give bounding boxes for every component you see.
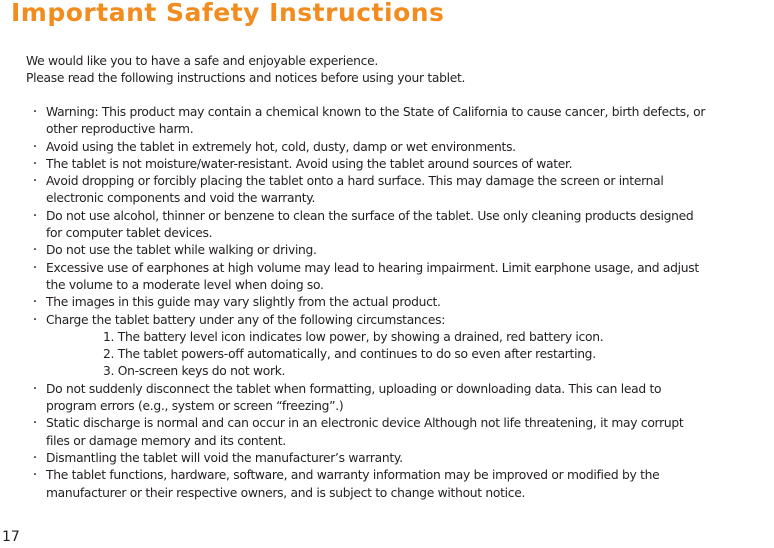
bullet-marker: ・ [30, 418, 40, 430]
instruction-item [26, 104, 774, 139]
instruction-item [26, 208, 774, 243]
instruction-text: The tablet is not moisture/water-resistant. Avoid using the tablet around sources of water. [46, 156, 573, 171]
instruction-text: Dismantling the tablet will void the manufacturer’s warranty. [46, 450, 403, 465]
bullet-marker: ・ [30, 470, 40, 482]
instruction-text: Do not use alcohol, thinner or benzene to clean the surface of the tablet. Use only cleaning products designed [46, 208, 694, 223]
instruction-text: electronic components and void the warranty. [46, 191, 316, 206]
bullet-marker: ・ [30, 210, 40, 222]
sub-instruction: 2. The tablet powers-off automatically, and continues to do so even after restarting. [103, 347, 596, 362]
sub-instruction: 1. The battery level icon indicates low power, by showing a drained, red battery icon. [103, 329, 604, 344]
instruction-text: files or damage memory and its content. [46, 433, 286, 448]
instruction-item [26, 312, 774, 381]
intro-line: Please read the following instructions and notices before using your tablet. [26, 71, 466, 86]
bullet-marker: ・ [30, 452, 40, 464]
instruction-text: program errors (e.g., system or screen “freezing”.) [46, 399, 344, 414]
instruction-item [26, 173, 774, 208]
intro-paragraph [26, 53, 766, 88]
instruction-item [26, 381, 774, 416]
instruction-text: for computer tablet devices. [46, 226, 213, 241]
bullet-marker: ・ [30, 245, 40, 257]
bullet-marker: ・ [30, 262, 40, 274]
bullet-marker: ・ [30, 107, 40, 118]
instruction-text: The images in this guide may vary slightly from the actual product. [46, 295, 441, 310]
instruction-text: Avoid using the tablet in extremely hot, cold, dusty, damp or wet environments. [46, 139, 516, 154]
bullet-marker: ・ [30, 297, 40, 309]
instruction-text: Do not use the tablet while walking or driving. [46, 243, 317, 258]
instruction-item [26, 294, 774, 311]
instruction-item [26, 450, 774, 467]
bullet-marker: ・ [30, 176, 40, 188]
instruction-text: manufacturer or their respective owners, and is subject to change without notice. [46, 485, 526, 500]
instruction-text: The tablet functions, hardware, software, and warranty information may be improved or modified by the [46, 468, 660, 483]
instruction-item [26, 260, 774, 295]
intro-line: We would like you to have a safe and enjoyable experience. [26, 54, 378, 68]
instruction-item [26, 156, 774, 173]
instruction-item [26, 139, 774, 156]
instruction-text: Charge the tablet battery under any of the following circumstances: [46, 312, 446, 327]
instruction-item [26, 415, 774, 450]
instruction-text: Warning: This product may contain a chemical known to the State of California to cause cancer, birth defects, or [46, 105, 706, 119]
page-title: Important Safety Instructions [11, 0, 445, 27]
instruction-text: the volume to a moderate level when doing so. [46, 277, 324, 292]
instruction-item [26, 467, 774, 502]
sub-instruction: 3. On-screen keys do not work. [103, 364, 286, 379]
instruction-text: Static discharge is normal and can occur in an electronic device Although not life threatening, it may corrupt [46, 416, 684, 431]
instruction-item [26, 242, 774, 259]
bullet-marker: ・ [30, 141, 40, 153]
instruction-text: Avoid dropping or forcibly placing the tablet onto a hard surface. This may damage the screen or internal [46, 174, 664, 189]
instruction-text: Excessive use of earphones at high volume may lead to hearing impairment. Limit earphone usage, and adjust [46, 260, 699, 275]
page-number: 17 [2, 529, 20, 545]
bullet-marker: ・ [30, 158, 40, 170]
bullet-marker: ・ [30, 383, 40, 395]
safety-instructions-list [26, 104, 774, 502]
instruction-text: other reproductive harm. [46, 122, 194, 137]
instruction-text: Do not suddenly disconnect the tablet when formatting, uploading or downloading data. This can lead to [46, 381, 662, 396]
bullet-marker: ・ [30, 314, 40, 326]
